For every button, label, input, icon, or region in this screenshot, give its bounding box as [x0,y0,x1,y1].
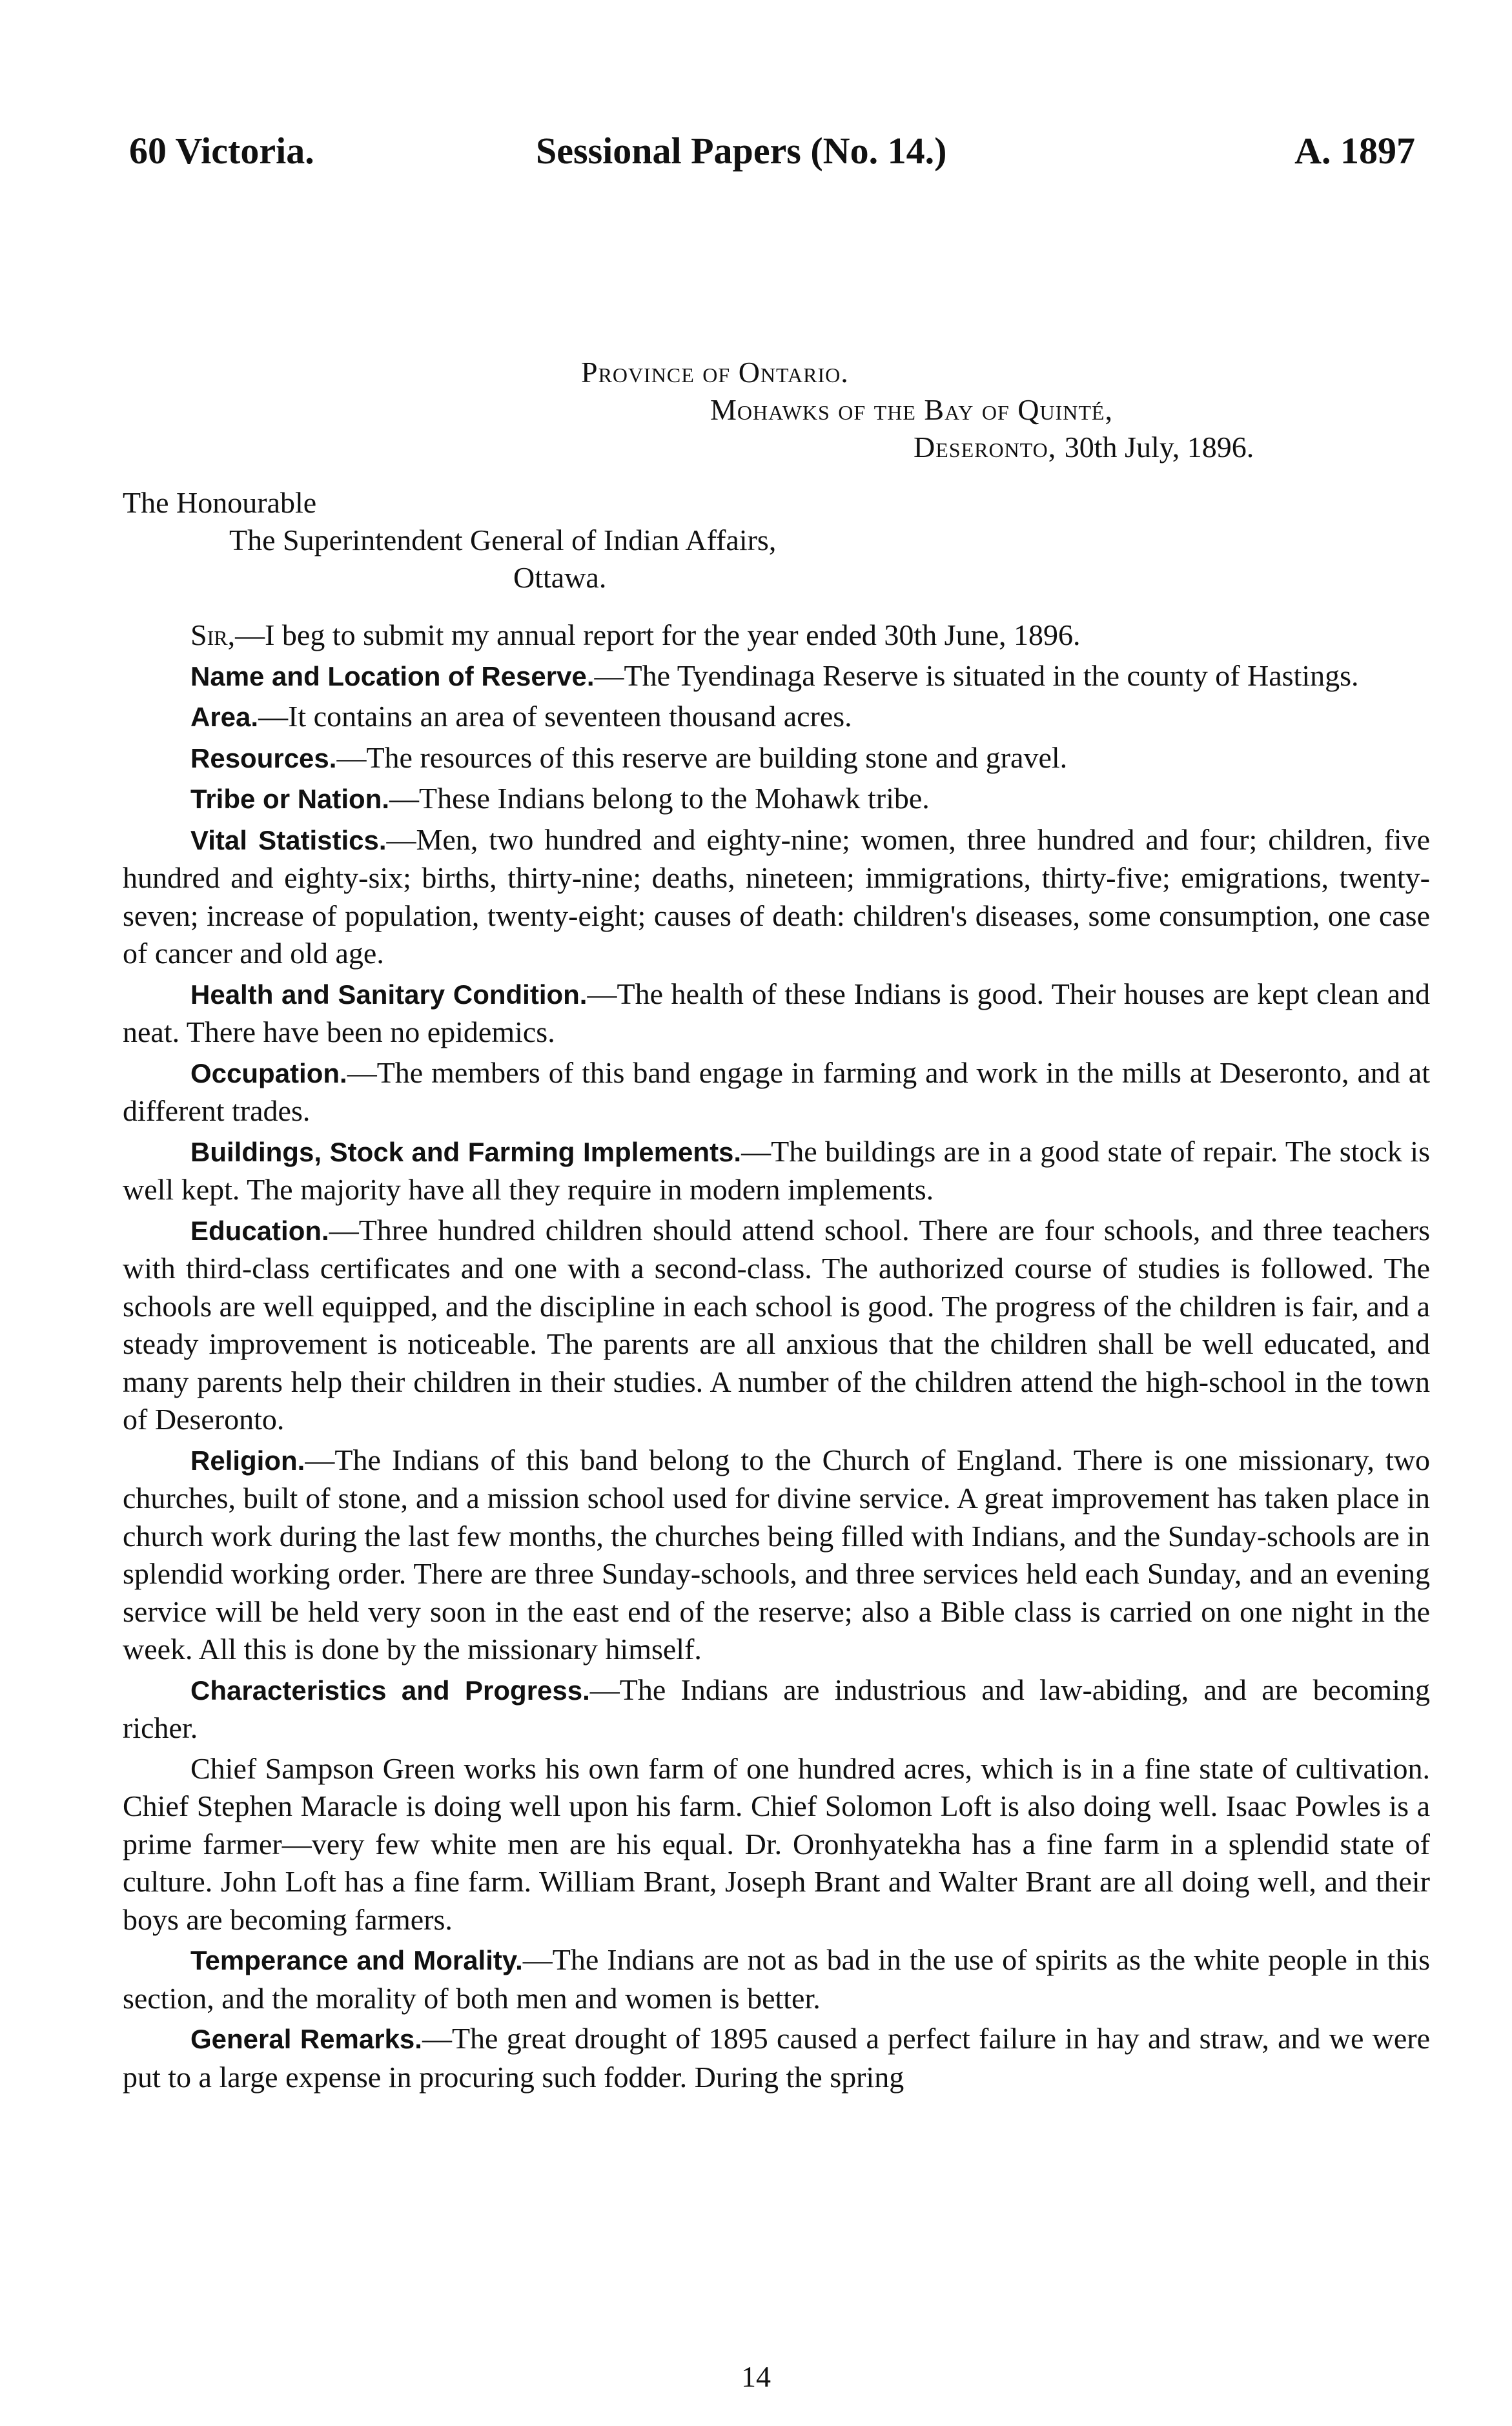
section-heading: Characteristics and Progress. [190,1675,590,1706]
section-general-remarks [123,2020,1430,2096]
section-heading: Vital Statistics. [190,824,387,855]
section-text: Chief Sampson Green works his own farm of one hundred acres, which is in a fine state of cultivation. Chief Stephen Maracle is doing well upon his farm. Chief Solomon Loft is also doing well. Isaac Powles is a prime farmer—very few white men are his equal. Dr. Oronhyatekha has a fine farm in a splendid state of culture. John Loft has a fine farm. William Brant, Joseph Brant and Walter Brant are all doing well, and their boys are becoming farmers. [123,1751,1430,1936]
recipient-office: The Superintendent General of Indian Affairs, [229,524,777,556]
address-date: 30th July, 1896. [1064,431,1254,464]
section-text: —Men, two hundred and eighty-nine; women, three hundred and four; children, five hundred and eighty-six; births, thirty-nine; deaths, nineteen; immigrations, thirty-five; emigrations, twenty-seven; increase of population, twenty-eight; causes of death: children's diseases, some consumption, one case of cancer and old age. [123,822,1430,970]
section-heading: Buildings, Stock and Farming Implements. [190,1136,742,1167]
section-text: —Three hundred children should attend school. There are four schools, and three teachers with third-class certificates and one with a second-class. The authorized course of studies is followed. The schools are well equipped, and the discipline in each school is good. The progress of the children is fair, and a steady improvement is noticeable. The parents are all anxious that the children shall be well educated, and many parents help their children in their studies. A number of the children attend the high-school in the town of Deseronto. [123,1213,1430,1436]
section-characteristics [123,1671,1430,1748]
section-heading: Tribe or Nation. [190,784,390,814]
section-text: —The members of this band engage in farming and work in the mills at Deseronto, and at different trades. [123,1055,1430,1127]
section-text: —The health of these Indians is good. Their houses are kept clean and neat. There have been no epidemics. [123,977,1430,1048]
section-education [123,1212,1430,1439]
section-religion [123,1442,1430,1669]
section-farmers [123,1750,1430,1939]
report-body [123,617,1430,2099]
section-text: —It contains an area of seventeen thousand acres. [258,700,852,733]
address-place-date [914,430,1254,464]
address-province: Province of Ontario. [581,356,849,389]
address-place: Deseronto, [914,431,1057,464]
section-heading: Temperance and Morality. [190,1945,523,1975]
section-text: —The buildings are in a good state of repair. The stock is well kept. The majority have all they require in modern implements. [123,1134,1430,1206]
section-occupation [123,1054,1430,1130]
section-heading: Name and Location of Reserve. [190,660,595,691]
header-volume: 60 Victoria. [129,130,314,172]
page-number: 14 [741,2360,771,2393]
section-heading: Religion. [190,1445,305,1476]
section-heading: General Remarks. [190,2024,422,2054]
section-area [123,698,1430,737]
section-text: —The Indians are not as bad in the use of spirits as the white people in this section, and the morality of both men and women is better. [123,1943,1431,2015]
section-heading: Area. [190,702,259,732]
section-heading: Health and Sanitary Condition. [190,979,587,1010]
salutation [123,617,1430,655]
section-text: —The great drought of 1895 caused a perfect failure in hay and straw, and we were put to a large expense in procuring such fodder. During the spring [123,2022,1430,2094]
running-header [129,129,1415,181]
recipient-title: The Honourable [123,486,317,519]
header-title: Sessional Papers (No. 14.) [536,130,947,172]
section-text: —These Indians belong to the Mohawk tribe. [389,782,930,815]
section-heading: Occupation. [190,1057,347,1088]
section-text: —The Indians of this band belong to the Church of England. There is one missionary, two churches, built of stone, and a mission school used for divine service. A great improvement has taken place in church work during the last few months, the churches being filled with Indians, and the Sunday-schools are in splendid working order. There are three Sunday-schools, and three services held each Sunday, and an evening service will be held very soon in the east end of the reserve; also a Bible class is carried on one night in the week. All this is done by the missionary himself. [123,1443,1430,1666]
section-temperance [123,1941,1430,2017]
section-text: —The Indians are industrious and law-abiding, and are becoming richer. [123,1673,1430,1744]
section-text: —The resources of this reserve are building stone and gravel. [336,740,1068,774]
header-year: A. 1897 [1294,130,1415,172]
section-heading: Education. [190,1215,329,1246]
section-vital-statistics [123,821,1430,973]
address-band: Mohawks of the Bay of Quinté, [710,393,1113,426]
section-name-location [123,657,1430,696]
section-health [123,975,1430,1052]
section-resources [123,739,1430,778]
recipient-city: Ottawa. [513,561,607,594]
salutation-sir: Sir, [190,618,236,651]
section-text: —The Tyendinaga Reserve is situated in the county of Hastings. [594,658,1359,692]
salutation-text: —I beg to submit my annual report for the year ended 30th June, 1896. [235,618,1081,651]
section-tribe [123,780,1430,819]
section-buildings [123,1133,1430,1209]
section-heading: Resources. [190,742,337,773]
